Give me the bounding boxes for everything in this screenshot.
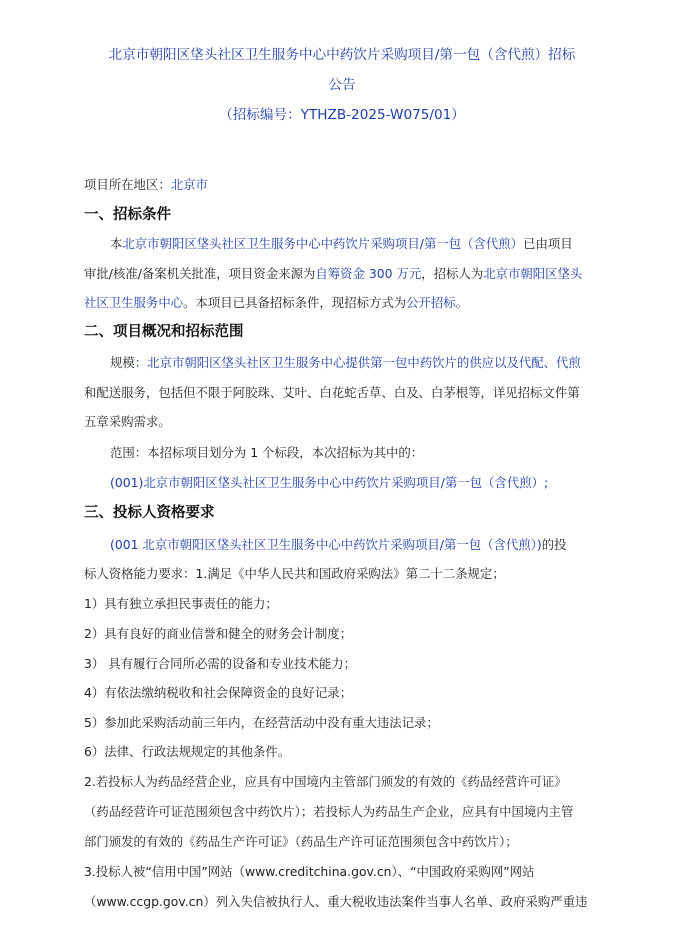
region-label: 项目所在地区： [84,177,171,192]
tender-code: （招标编号：YTHZB-2025-W075/01） [219,107,465,123]
s3-qual-line1 [110,535,567,555]
s3-req2-line3: 部门颁发的有效的《药品生产许可证》（药品生产许可证范围须包含中药饮片）； [84,834,518,849]
s3-req2-line1: 2.若投标人为药品经营企业，应具有中国境内主管部门颁发的有效的《药品经营许可证》 [84,774,567,789]
s1-l2-a: 审批/核准/备案机关批准，项目资金来源为 [84,266,316,281]
s3-q1-b: 的投 [541,537,567,552]
s3-qual-line2: 标人资格能力要求：1.满足《中华人民共和国政府采购法》第二十二条规定； [84,566,505,581]
doc-title-line1: 北京市朝阳区垡头社区卫生服务中心中药饮片采购项目/第一包（含代煎）招标 [108,47,576,63]
s2-scale-line3: 五章采购需求。 [84,414,171,429]
s1-l3-d: 。 [455,295,469,310]
section-3-heading: 三、投标人资格要求 [84,505,215,521]
s2-scale-line1 [110,353,581,373]
s3-req3-line1: 3.投标人被“信用中国”网站（www.creditchina.gov.cn）、“中国政府采购网”网站 [84,864,535,879]
s1-l1-c: 已由项目 [523,236,573,251]
section-2-heading: 二、项目概况和招标范围 [84,324,244,340]
s1-l2-c: ，招标人为 [421,266,484,281]
s3-req2-line2: （药品经营许可证范围须包含中药饮片）；若投标人为药品生产企业，应具有中国境内主管 [84,804,574,819]
s2-lot: (001)北京市朝阳区垡头社区卫生服务中心中药饮片采购项目/第一包（含代煎）; [110,475,549,490]
s1-fund-source: 自筹资金 300 万元 [315,266,422,281]
s1-project-name: 北京市朝阳区垡头社区卫生服务中心中药饮片采购项目/第一包（含代煎） [122,236,524,251]
s3-lot-name: (001 北京市朝阳区垡头社区卫生服务中心中药饮片采购项目/第一包（含代煎）) [110,537,542,552]
section-1-heading: 一、招标条件 [84,207,171,223]
s1-line3 [84,293,468,313]
s3-item-2: 2）具有良好的商业信誉和健全的财务会计制度； [84,626,353,641]
region-value: 北京市 [170,177,208,192]
s2-scale-text: ：北京市朝阳区垡头社区卫生服务中心提供第一包中药饮片的供应以及代配、代煎 [134,355,581,370]
s1-l3-b: 。本项目已具备招标条件，现招标方式为 [183,295,407,310]
s2-scale-line2: 和配送服务，包括但不限于阿胶珠、艾叶、白花蛇舌草、白及、白茅根等，详见招标文件第 [84,385,580,400]
s1-line1 [110,234,573,254]
s1-tenderer-b: 社区卫生服务中心 [84,295,184,310]
s2-range: 范围：本招标项目划分为 1 个标段，本次招标为其中的： [110,445,424,460]
s3-item-6: 6）法律、行政法规规定的其他条件。 [84,744,291,759]
s3-item-5: 5）参加此采购活动前三年内，在经营活动中没有重大违法记录； [84,715,439,730]
s1-l1-a: 本 [110,236,123,251]
s1-tender-method: 公开招标 [406,295,456,310]
doc-title-line2: 公告 [328,77,356,93]
s3-item-1: 1）具有独立承担民事责任的能力； [84,596,278,611]
s3-item-3: 3） 具有履行合同所必需的设备和专业技术能力； [84,656,357,671]
s2-scale-label: 规模 [110,355,135,370]
s1-tenderer-a: 北京市朝阳区垡头 [483,266,583,281]
project-region [84,175,208,195]
s3-item-4: 4）有依法缴纳税收和社会保障资金的良好记录； [84,685,353,700]
s3-req3-line2: （www.ccgp.gov.cn）列入失信被执行人、重大税收违法案件当事人名单、政府采购严重违 [84,894,588,909]
s1-line2 [84,264,582,284]
